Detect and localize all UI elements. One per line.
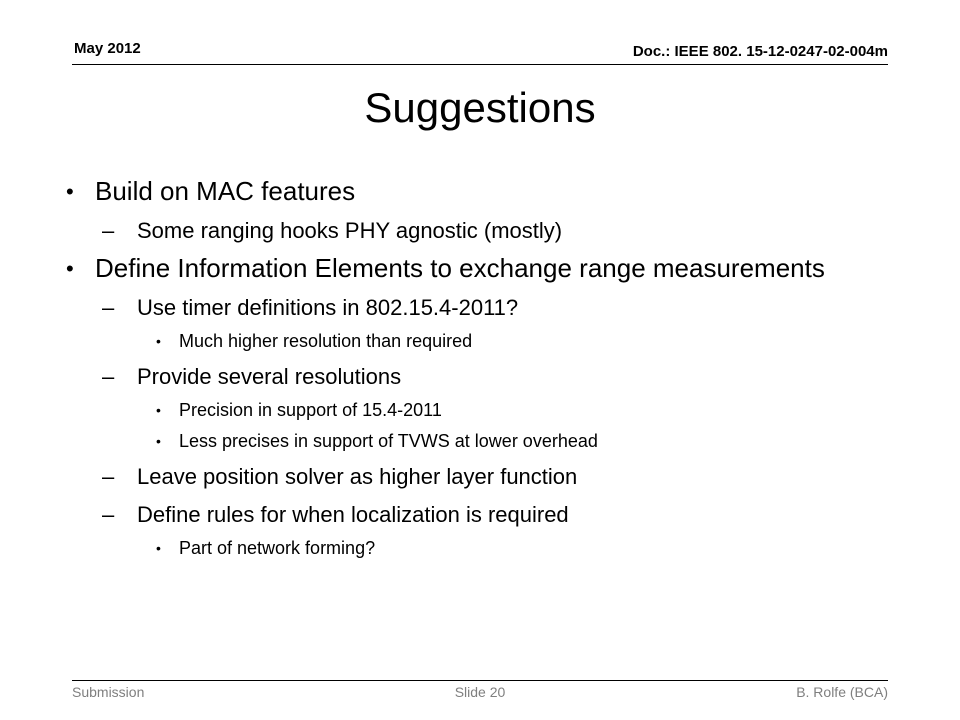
header-date: May 2012 <box>74 40 141 57</box>
bullet-text: Define rules for when localization is required <box>137 502 569 527</box>
bullet-dash-icon: – <box>102 295 115 320</box>
bullet-level2 <box>72 501 888 529</box>
bullet-dot-icon: • <box>66 256 74 281</box>
slide-title: Suggestions <box>364 84 596 131</box>
bullet-level2 <box>72 463 888 491</box>
bullet-level2 <box>72 294 888 322</box>
bullet-text: Define Information Elements to exchange range measurements <box>95 253 825 283</box>
bullet-level3 <box>72 537 888 560</box>
header-divider <box>72 64 888 65</box>
bullet-dash-icon: – <box>102 364 115 389</box>
footer-author: B. Rolfe (BCA) <box>796 684 888 700</box>
bullet-text: Much higher resolution than required <box>179 331 473 351</box>
footer-slide-number: Slide 20 <box>454 684 506 700</box>
slide-body <box>66 168 888 560</box>
bullet-level1 <box>66 253 888 284</box>
bullet-text: Leave position solver as higher layer function <box>137 464 578 489</box>
bullet-level3 <box>72 399 888 422</box>
bullet-level2 <box>72 363 888 391</box>
bullet-dash-icon: – <box>102 502 115 527</box>
footer-divider <box>72 680 888 681</box>
bullet-dot-icon: • <box>156 540 161 556</box>
bullet-level3 <box>72 330 888 353</box>
bullet-level2 <box>72 217 888 245</box>
bullet-level1 <box>66 176 888 207</box>
bullet-level3 <box>72 430 888 453</box>
bullet-text: Part of network forming? <box>179 538 376 558</box>
bullet-text: Precision in support of 15.4-2011 <box>179 400 442 420</box>
bullet-text: Less precises in support of TVWS at lower overhead <box>179 431 598 451</box>
bullet-dash-icon: – <box>102 218 115 243</box>
bullet-dot-icon: • <box>156 333 161 349</box>
bullet-text: Build on MAC features <box>95 176 356 206</box>
bullet-dot-icon: • <box>156 402 161 418</box>
bullet-text: Some ranging hooks PHY agnostic (mostly) <box>137 218 563 243</box>
header-doc-id: Doc.: IEEE 802. 15-12-0247-02-004m <box>632 43 888 60</box>
bullet-dot-icon: • <box>156 433 161 449</box>
bullet-text: Use timer definitions in 802.15.4-2011? <box>137 295 519 320</box>
bullet-dash-icon: – <box>102 464 115 489</box>
footer-submission: Submission <box>72 684 145 700</box>
bullet-dot-icon: • <box>66 179 74 204</box>
bullet-text: Provide several resolutions <box>137 364 402 389</box>
